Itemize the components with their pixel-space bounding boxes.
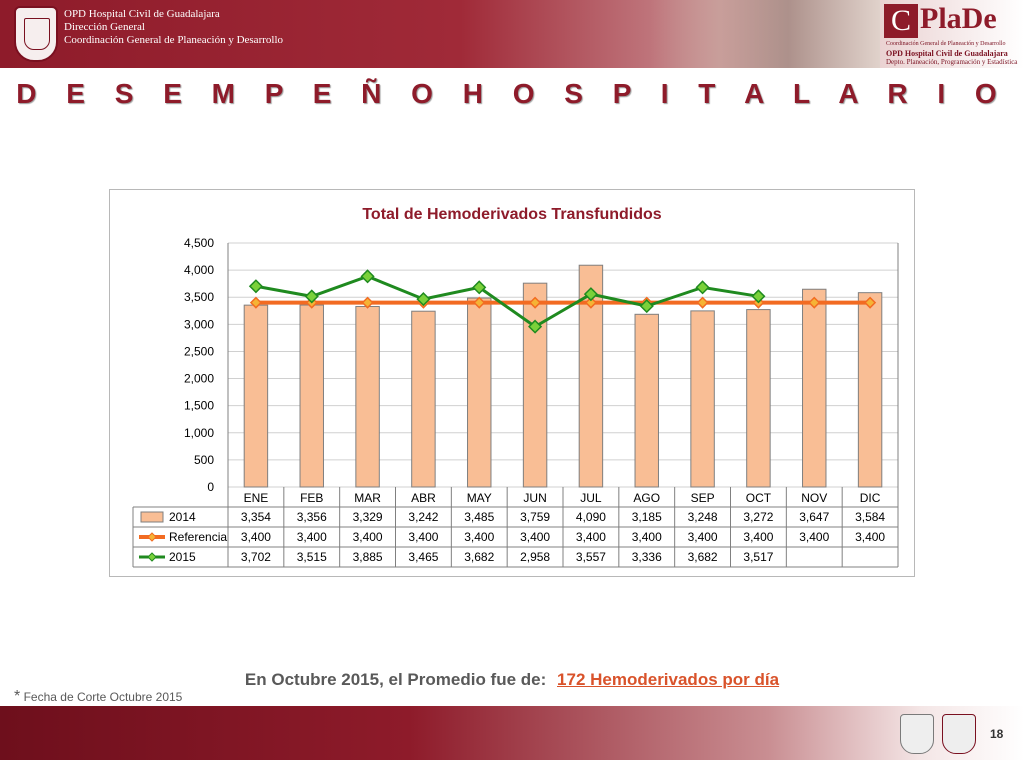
x-tick-label: DIC (859, 491, 881, 505)
state-emblem-logo (900, 714, 934, 754)
bar-2014 (523, 283, 546, 487)
footnote-text: Fecha de Corte Octubre 2015 (23, 690, 183, 704)
organization-info (64, 8, 283, 47)
page-title: D E S E M P E Ñ O H O S P I T A L A R I O (16, 78, 1008, 109)
y-tick-label: 2,500 (183, 344, 214, 359)
x-tick-label: NOV (801, 491, 828, 505)
data-cell-2015: 3,702 (240, 550, 271, 564)
x-tick-label: FEB (300, 491, 324, 505)
footer-bar (0, 706, 1024, 760)
data-cell-2014: 3,485 (464, 510, 495, 524)
org-line-hospital: OPD Hospital Civil de Guadalajara (64, 8, 220, 20)
y-tick-label: 0 (207, 480, 214, 494)
data-cell-2015: 2,958 (520, 550, 551, 564)
bar-2014 (412, 311, 435, 487)
data-cell-2014: 3,185 (631, 510, 662, 524)
bar-2014 (858, 293, 881, 487)
bar-2014 (356, 306, 379, 487)
data-cell-referencia: 3,400 (855, 530, 886, 544)
data-cell-2015: 3,517 (743, 550, 774, 564)
legend-key-2014 (141, 512, 163, 522)
legend-label-2014: 2014 (169, 510, 196, 524)
marker-referencia (698, 298, 708, 308)
data-cell-referencia: 3,400 (687, 530, 718, 544)
coplade-sub-line-3: Depto. Planeación, Programación y Estadística (886, 58, 1018, 66)
x-tick-label: JUL (580, 491, 602, 505)
coplade-logo-text: PlaDe (920, 2, 997, 35)
data-cell-2014: 3,329 (352, 510, 383, 524)
y-tick-label: 3,000 (183, 317, 214, 332)
hospital-photo-banner (650, 0, 880, 68)
bar-2014 (244, 305, 267, 487)
y-tick-label: 3,500 (183, 290, 214, 305)
x-tick-label: OCT (745, 491, 772, 505)
org-line-coordination: Coordinación General de Planeación y Desarrollo (64, 34, 284, 46)
x-tick-label: MAY (466, 491, 492, 505)
hospital-seal-logo (14, 6, 58, 62)
data-cell-referencia: 3,400 (352, 530, 383, 544)
data-cell-referencia: 3,400 (743, 530, 774, 544)
data-cell-2014: 3,647 (799, 510, 830, 524)
header-banner (0, 0, 1024, 68)
y-tick-label: 1,500 (183, 398, 214, 413)
bar-2014 (803, 289, 826, 487)
coplade-sub-line-2: OPD Hospital Civil de Guadalajara (886, 49, 1008, 58)
legend-marker-referencia (148, 533, 156, 541)
data-cell-2015: 3,515 (296, 550, 327, 564)
y-tick-label: 2,000 (183, 371, 214, 386)
data-cell-referencia: 3,400 (408, 530, 439, 544)
data-cell-2014: 3,354 (240, 510, 271, 524)
bar-2014 (468, 298, 491, 487)
marker-2015 (250, 280, 262, 292)
y-tick-label: 1,000 (183, 425, 214, 440)
summary-line (0, 670, 1024, 690)
data-cell-2015: 3,885 (352, 550, 383, 564)
data-cell-2014: 3,272 (743, 510, 774, 524)
bar-2014 (300, 305, 323, 487)
org-line-direction: Dirección General (64, 21, 145, 33)
hemoderivados-chart (109, 189, 915, 577)
data-cell-2015: 3,557 (575, 550, 606, 564)
x-tick-label: MAR (354, 491, 381, 505)
y-tick-label: 500 (193, 452, 214, 467)
coplade-subtitle (886, 40, 1022, 67)
data-cell-2015: 3,336 (631, 550, 662, 564)
data-cell-2014: 3,242 (408, 510, 439, 524)
legend-label-referencia: Referencia (169, 530, 228, 544)
legend-label-2015: 2015 (169, 550, 196, 564)
data-cell-2015: 3,682 (464, 550, 495, 564)
bar-2014 (635, 314, 658, 487)
x-tick-label: ABR (411, 491, 436, 505)
data-cell-referencia: 3,400 (240, 530, 271, 544)
bar-2014 (691, 311, 714, 487)
data-cell-referencia: 3,400 (464, 530, 495, 544)
marker-2015 (697, 281, 709, 293)
data-cell-2014: 3,356 (296, 510, 327, 524)
chart-title: Total de Hemoderivados Transfundidos (362, 206, 662, 223)
data-cell-referencia: 3,400 (575, 530, 606, 544)
x-tick-label: ENE (243, 491, 269, 505)
data-cell-2015: 3,465 (408, 550, 439, 564)
data-cell-2015: 3,682 (687, 550, 718, 564)
data-cell-referencia: 3,400 (520, 530, 551, 544)
data-cell-referencia: 3,400 (296, 530, 327, 544)
data-cell-referencia: 3,400 (799, 530, 830, 544)
footnote-star: * (14, 688, 21, 705)
data-cell-2014: 3,759 (520, 510, 551, 524)
legend-marker-2015 (148, 553, 156, 561)
university-emblem-logo (942, 714, 976, 754)
x-tick-label: JUN (523, 491, 547, 505)
data-cell-2014: 3,584 (855, 510, 886, 524)
marker-2015 (306, 290, 318, 302)
bar-2014 (747, 310, 770, 487)
y-tick-label: 4,500 (183, 236, 214, 250)
coplade-logo-initial: C (884, 4, 918, 38)
x-tick-label: SEP (690, 491, 715, 505)
page-number: 18 (990, 727, 1004, 741)
summary-text: En Octubre 2015, el Promedio fue de: (244, 670, 547, 689)
marker-2015 (752, 290, 764, 302)
data-cell-referencia: 3,400 (631, 530, 662, 544)
data-cell-2014: 4,090 (575, 510, 606, 524)
footnote (14, 688, 182, 706)
data-cell-2014: 3,248 (687, 510, 718, 524)
coplade-sub-line-1: Coordinación General de Planeación y Desarrollo (886, 41, 1006, 47)
marker-2015 (362, 270, 374, 282)
y-tick-label: 4,000 (183, 263, 214, 278)
x-tick-label: AGO (633, 491, 661, 505)
summary-highlight: 172 Hemoderivados por día (557, 670, 780, 689)
